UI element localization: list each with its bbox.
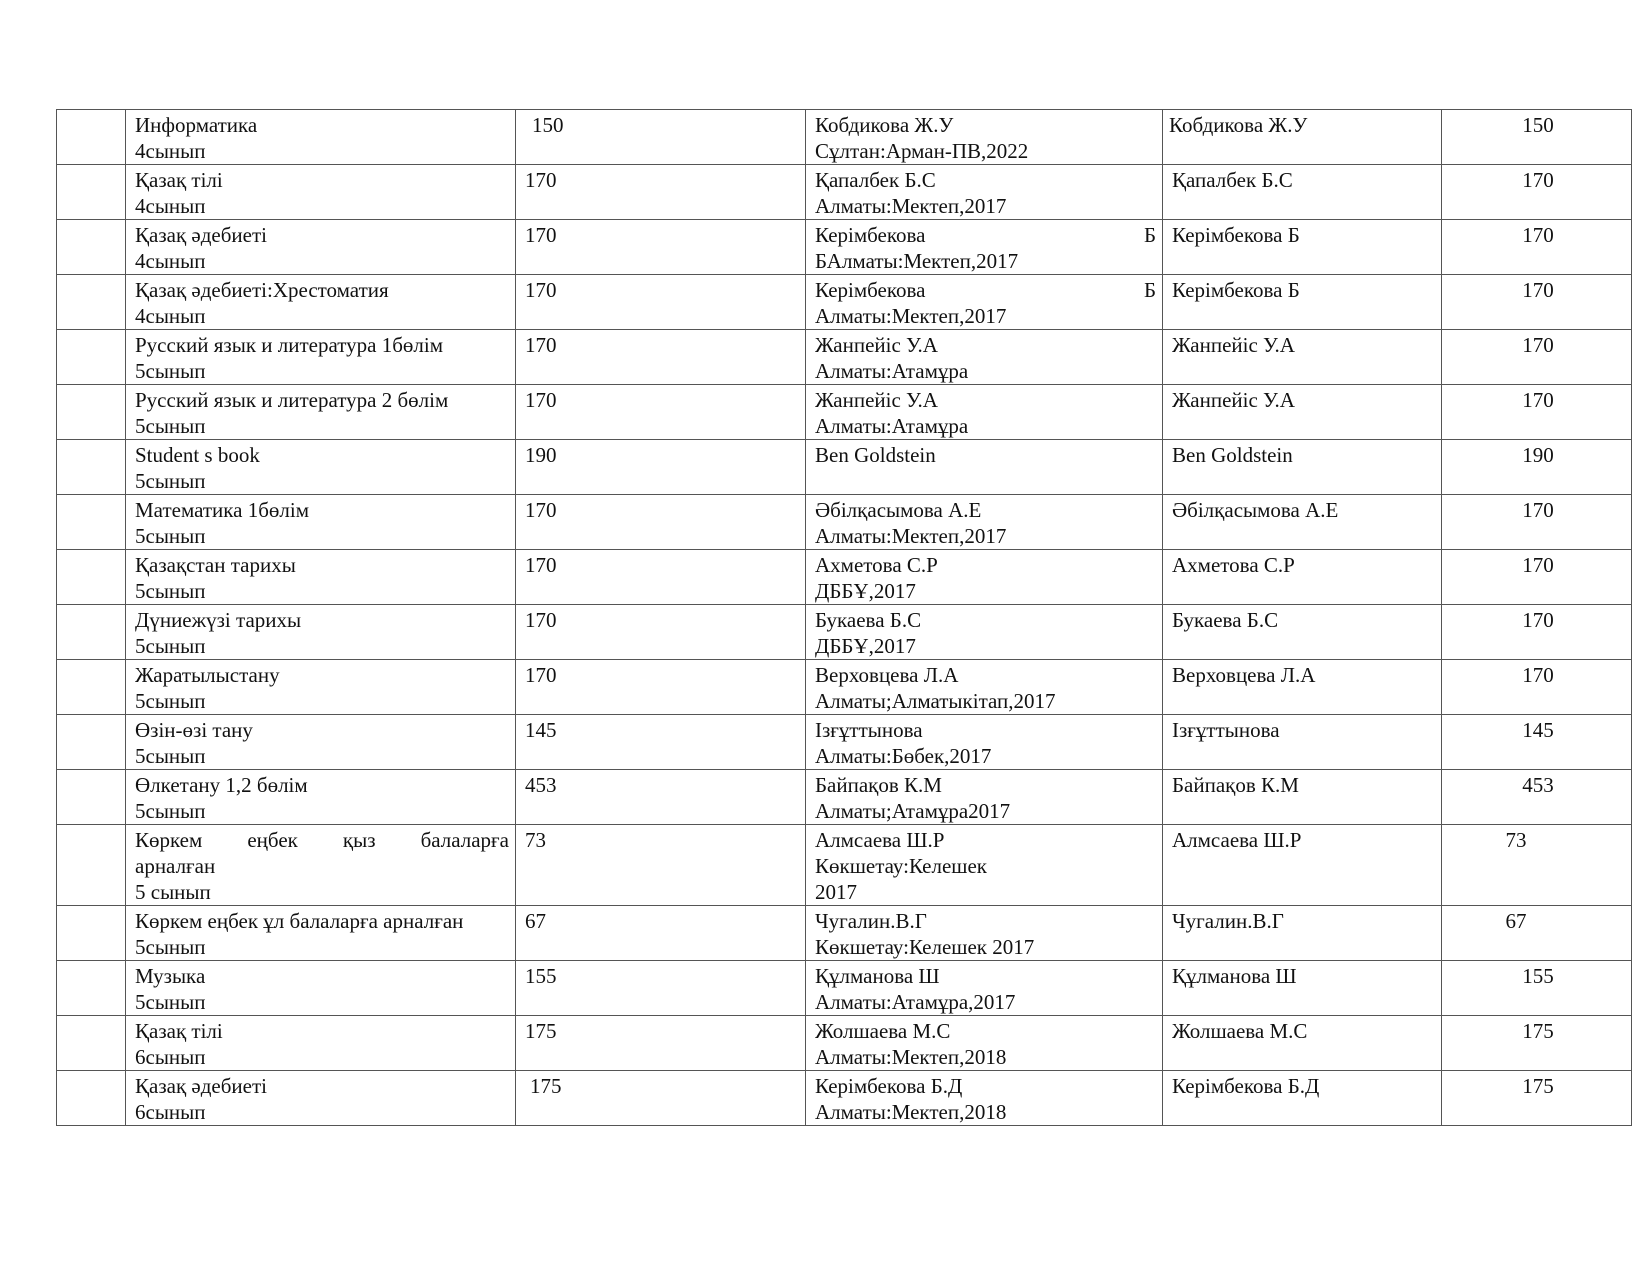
author-publisher-cell: Әбілқасымова А.Е Алматы:Мектеп,2017 [806,495,1163,550]
textbook-table [56,109,1632,1126]
count-cell: 155 [1442,961,1632,1016]
row-number-cell [57,330,126,385]
count-cell: 67 [1442,906,1632,961]
row-number-cell [57,110,126,165]
table-row [57,220,1632,275]
author-cell: Құлманова Ш [1163,961,1442,1016]
author-publisher-cell: Жанпейіс У.А Алматы:Атамұра [806,385,1163,440]
title-cell: Қазақстан тарихы 5сынып [126,550,516,605]
count-cell: 175 [1442,1071,1632,1126]
author-cell: Жолшаева М.С [1163,1016,1442,1071]
count-cell: 170 [1442,660,1632,715]
quantity-cell: 170 [516,165,806,220]
count-cell: 170 [1442,220,1632,275]
title-cell: Қазақ әдебиеті 4сынып [126,220,516,275]
title-cell: Музыка 5сынып [126,961,516,1016]
author-publisher-cell: Верховцева Л.А Алматы;Алматыкітап,2017 [806,660,1163,715]
quantity-cell: 150 [516,110,806,165]
count-cell: 170 [1442,385,1632,440]
quantity-cell: 170 [516,605,806,660]
quantity-cell: 170 [516,385,806,440]
author-cell: Байпақов К.М [1163,770,1442,825]
author-cell: Керімбекова Б [1163,275,1442,330]
quantity-cell: 170 [516,330,806,385]
author-cell: Керімбекова Б.Д [1163,1071,1442,1126]
title-cell: Өлкетану 1,2 бөлім 5сынып [126,770,516,825]
count-cell: 73 [1442,825,1632,906]
row-number-cell [57,605,126,660]
table-row [57,660,1632,715]
row-number-cell [57,220,126,275]
title-cell: Дүниежүзі тарихы 5сынып [126,605,516,660]
title-cell: Көркем еңбек қыз балаларға арналған 5 сынып [126,825,516,906]
row-number-cell [57,165,126,220]
count-cell: 170 [1442,275,1632,330]
author-cell: Верховцева Л.А [1163,660,1442,715]
table-row [57,906,1632,961]
table-row [57,825,1632,906]
table-row [57,961,1632,1016]
count-cell: 190 [1442,440,1632,495]
title-cell: Русский язык и литература 1бөлім 5сынып [126,330,516,385]
quantity-cell: 170 [516,220,806,275]
author-cell: Алмсаева Ш.Р [1163,825,1442,906]
author-cell: Кобдикова Ж.У [1163,110,1442,165]
author-cell: Ахметова С.Р [1163,550,1442,605]
table-row [57,275,1632,330]
count-cell: 150 [1442,110,1632,165]
author-publisher-cell: Кобдикова Ж.У Сұлтан:Арман-ПВ,2022 [806,110,1163,165]
row-number-cell [57,906,126,961]
title-cell: Қазақ әдебиеті 6сынып [126,1071,516,1126]
table-row [57,440,1632,495]
quantity-cell: 73 [516,825,806,906]
author-publisher-cell: Керімбекова Б.Д Алматы:Мектеп,2018 [806,1071,1163,1126]
author-publisher-cell: Жолшаева М.С Алматы:Мектеп,2018 [806,1016,1163,1071]
count-cell: 170 [1442,165,1632,220]
author-publisher-cell: Чугалин.В.Г Көкшетау:Келешек 2017 [806,906,1163,961]
title-cell: Жаратылыстану 5сынып [126,660,516,715]
table-row [57,770,1632,825]
count-cell: 145 [1442,715,1632,770]
table-row [57,605,1632,660]
table-row [57,330,1632,385]
table-row [57,495,1632,550]
table-row [57,1071,1632,1126]
row-number-cell [57,660,126,715]
table-row [57,110,1632,165]
table-row [57,385,1632,440]
author-publisher-cell: Жанпейіс У.А Алматы:Атамұра [806,330,1163,385]
count-cell: 170 [1442,605,1632,660]
quantity-cell: 170 [516,550,806,605]
row-number-cell [57,1071,126,1126]
row-number-cell [57,770,126,825]
quantity-cell: 190 [516,440,806,495]
row-number-cell [57,715,126,770]
title-cell: Өзін-өзі тану 5сынып [126,715,516,770]
row-number-cell [57,961,126,1016]
author-cell: Жанпейіс У.А [1163,330,1442,385]
count-cell: 453 [1442,770,1632,825]
quantity-cell: 175 [516,1071,806,1126]
author-publisher-cell: Керімбекова Б Алматы:Мектеп,2017 [806,275,1163,330]
author-cell: Ізғұттынова [1163,715,1442,770]
quantity-cell: 170 [516,275,806,330]
title-cell: Student s book 5сынып [126,440,516,495]
author-publisher-cell: Алмсаева Ш.Р Көкшетау:Келешек 2017 [806,825,1163,906]
quantity-cell: 145 [516,715,806,770]
table-row [57,165,1632,220]
count-cell: 170 [1442,495,1632,550]
title-cell: Русский язык и литература 2 бөлім 5сынып [126,385,516,440]
row-number-cell [57,275,126,330]
author-publisher-cell: Байпақов К.М Алматы;Атамұра2017 [806,770,1163,825]
table-row [57,1016,1632,1071]
count-cell: 170 [1442,330,1632,385]
title-cell: Математика 1бөлім 5сынып [126,495,516,550]
count-cell: 170 [1442,550,1632,605]
author-cell: Ben Goldstein [1163,440,1442,495]
author-publisher-cell: Ізғұттынова Алматы:Бөбек,2017 [806,715,1163,770]
title-cell: Қазақ тілі 4сынып [126,165,516,220]
row-number-cell [57,1016,126,1071]
title-cell: Информатика 4сынып [126,110,516,165]
author-cell: Керімбекова Б [1163,220,1442,275]
author-cell: Қапалбек Б.С [1163,165,1442,220]
author-publisher-cell: Ben Goldstein [806,440,1163,495]
quantity-cell: 155 [516,961,806,1016]
quantity-cell: 67 [516,906,806,961]
title-cell: Қазақ тілі 6сынып [126,1016,516,1071]
quantity-cell: 170 [516,660,806,715]
row-number-cell [57,825,126,906]
author-cell: Әбілқасымова А.Е [1163,495,1442,550]
author-cell: Букаева Б.С [1163,605,1442,660]
author-publisher-cell: Ахметова С.Р ДББҰ,2017 [806,550,1163,605]
row-number-cell [57,495,126,550]
author-cell: Жанпейіс У.А [1163,385,1442,440]
title-cell: Қазақ әдебиеті:Хрестоматия 4сынып [126,275,516,330]
row-number-cell [57,385,126,440]
author-publisher-cell: Керімбекова Б БАлматы:Мектеп,2017 [806,220,1163,275]
row-number-cell [57,440,126,495]
quantity-cell: 453 [516,770,806,825]
author-publisher-cell: Құлманова Ш Алматы:Атамұра,2017 [806,961,1163,1016]
author-publisher-cell: Қапалбек Б.С Алматы:Мектеп,2017 [806,165,1163,220]
title-cell: Көркем еңбек ұл балаларға арналған 5сынып [126,906,516,961]
author-publisher-cell: Букаева Б.С ДББҰ,2017 [806,605,1163,660]
row-number-cell [57,550,126,605]
quantity-cell: 175 [516,1016,806,1071]
quantity-cell: 170 [516,495,806,550]
table-row [57,550,1632,605]
author-cell: Чугалин.В.Г [1163,906,1442,961]
count-cell: 175 [1442,1016,1632,1071]
table-row [57,715,1632,770]
